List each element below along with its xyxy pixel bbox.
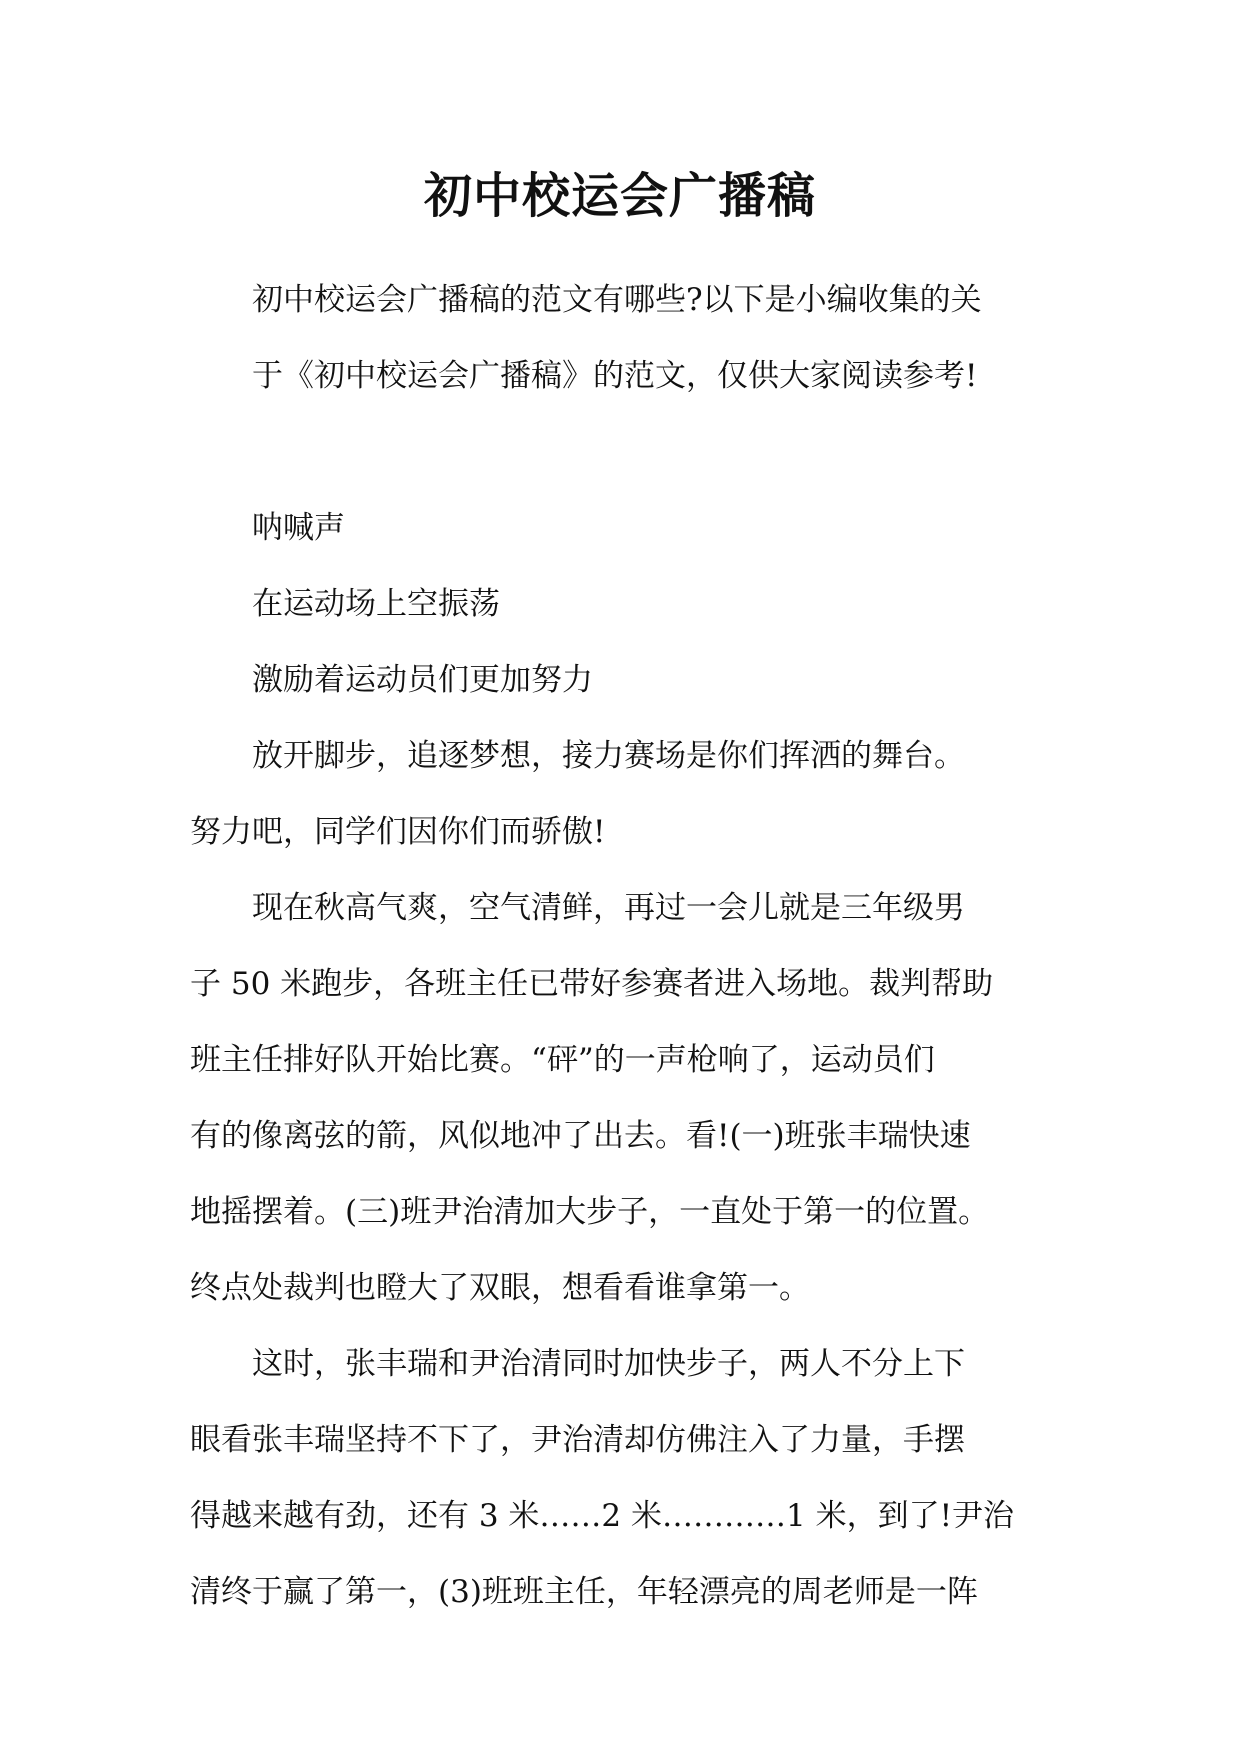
poem-line [190, 642, 1070, 718]
paragraph-line: 努力吧，同学们因你们而骄傲! [190, 814, 606, 850]
blank-line [190, 414, 1070, 490]
paragraph-line: 于《初中校运会广播稿》的范文，仅供大家阅读参考! [252, 358, 978, 394]
paragraph-line: 地摇摆着。(三)班尹治清加大步子，一直处于第一的位置。 [190, 1194, 990, 1230]
paragraph-line: 有的像离弦的箭，风似地冲了出去。看!(一)班张丰瑞快速 [190, 1118, 971, 1154]
paragraph-line: 现在秋高气爽，空气清鲜，再过一会儿就是三年级男 [252, 890, 965, 926]
paragraph-line: 初中校运会广播稿的范文有哪些?以下是小编收集的关 [252, 282, 982, 318]
intro-paragraph [190, 262, 1070, 414]
poem-line [190, 566, 1070, 642]
paragraph-line: 班主任排好队开始比赛。“砰”的一声枪响了，运动员们 [190, 1042, 935, 1078]
paragraph-line: 激励着运动员们更加努力 [252, 662, 593, 698]
paragraph-line: 这时，张丰瑞和尹治清同时加快步子，两人不分上下 [252, 1346, 965, 1382]
relay-paragraph [190, 718, 1070, 870]
paragraph-line: 眼看张丰瑞坚持不下了，尹治清却仿佛注入了力量，手摆 [190, 1422, 965, 1458]
paragraph-line: 在运动场上空振荡 [252, 586, 500, 622]
paragraph-line: 终点处裁判也瞪大了双眼，想看看谁拿第一。 [190, 1270, 810, 1306]
finish-paragraph [190, 1326, 1070, 1630]
race-paragraph [190, 870, 1070, 1326]
document-body [190, 262, 1070, 1630]
paragraph-line: 放开脚步，追逐梦想，接力赛场是你们挥洒的舞台。 [252, 738, 965, 774]
paragraph-line: 清终于赢了第一，(3)班班主任，年轻漂亮的周老师是一阵 [190, 1574, 978, 1610]
paragraph-line: 子 50 米跑步，各班主任已带好参赛者进入场地。裁判帮助 [190, 966, 994, 1002]
poem-line [190, 490, 1070, 566]
page-title: 初中校运会广播稿 [423, 168, 816, 224]
paragraph-line: 呐喊声 [252, 510, 345, 546]
paragraph-line: 得越来越有劲，还有 3 米……2 米…………1 米，到了!尹治 [190, 1498, 1015, 1534]
